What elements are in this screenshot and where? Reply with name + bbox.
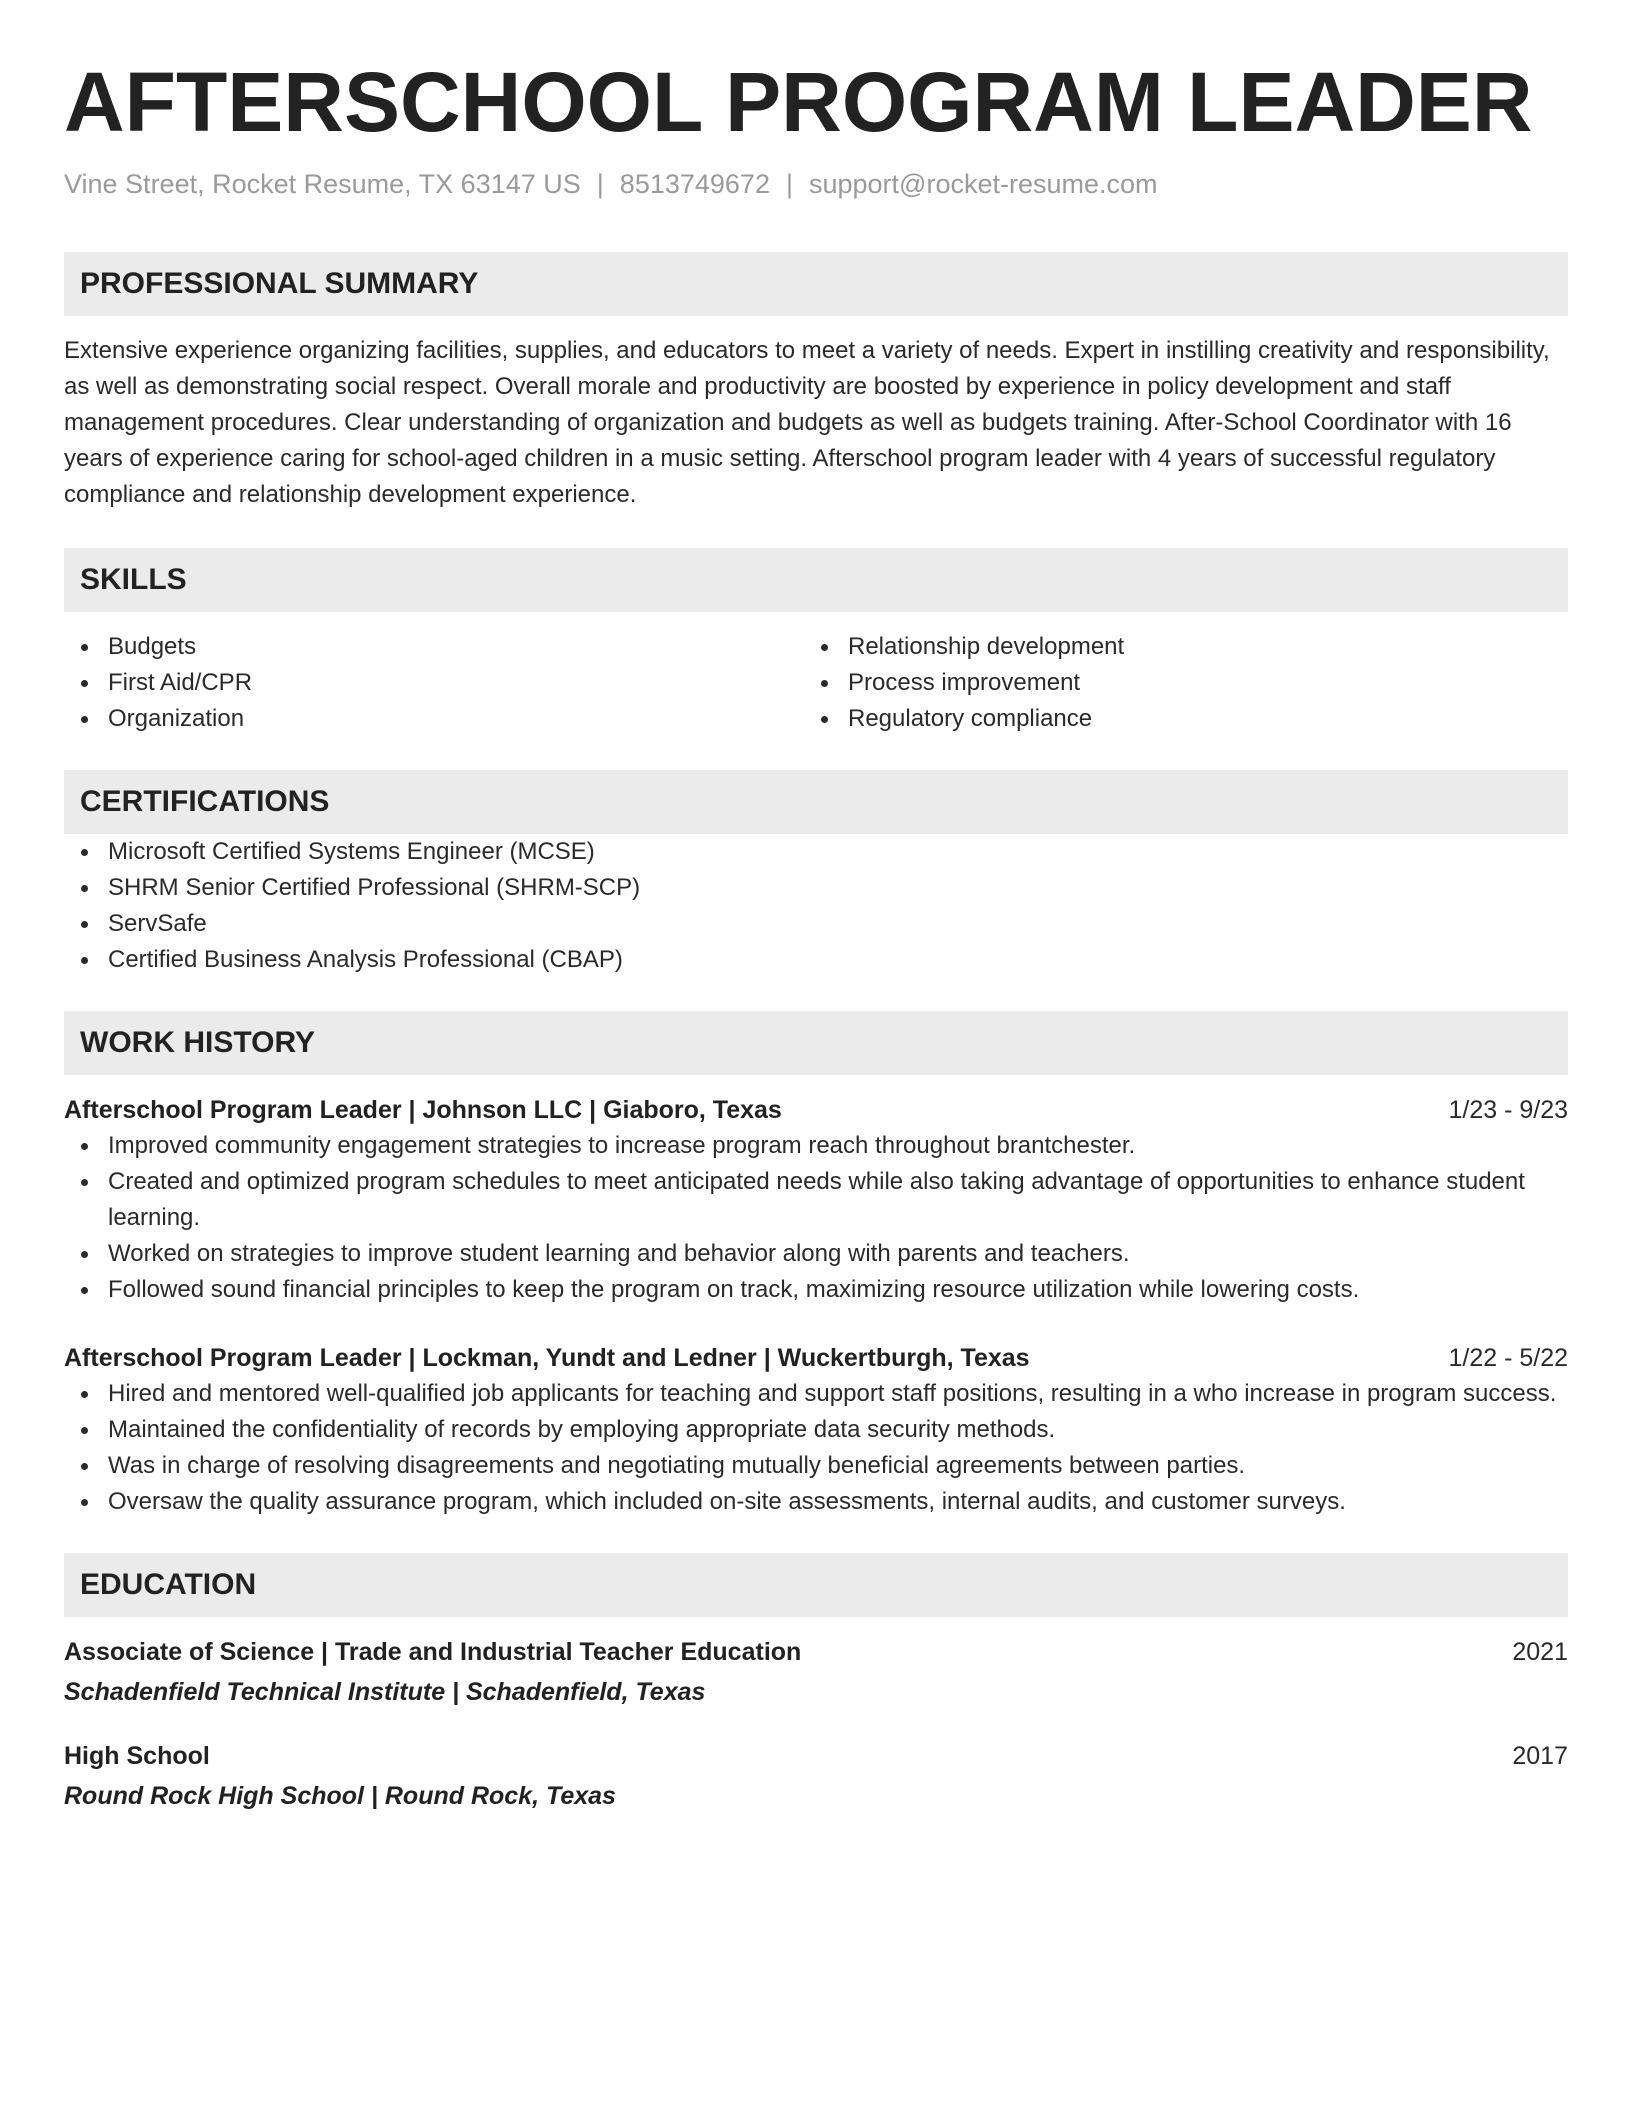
section-header-skills bbox=[64, 548, 1568, 612]
job-bullet-list bbox=[64, 1376, 1568, 1520]
skill-item: Budgets bbox=[64, 629, 804, 665]
section-title: WORK HISTORY bbox=[80, 1026, 316, 1060]
certification-item: Microsoft Certified Systems Engineer (MCSE) bbox=[64, 834, 1568, 870]
education-entry bbox=[64, 1634, 1568, 1710]
certifications-list bbox=[64, 834, 1568, 978]
skills-column-right bbox=[804, 629, 1544, 737]
education-degree: Associate of Science | Trade and Industrial Teacher Education bbox=[64, 1638, 802, 1667]
contact-phone: 8513749672 bbox=[619, 169, 770, 199]
skill-item: Organization bbox=[64, 701, 804, 737]
education-entry bbox=[64, 1738, 1568, 1814]
skill-item: Regulatory compliance bbox=[804, 701, 1544, 737]
education-year: 2017 bbox=[1512, 1742, 1568, 1771]
section-header-summary bbox=[64, 252, 1568, 316]
contact-separator: | bbox=[785, 169, 793, 199]
job-bullet: Hired and mentored well-qualified job applicants for teaching and support staff positions, resulting in a who increase in program success. bbox=[64, 1376, 1568, 1412]
contact-address: Vine Street, Rocket Resume, TX 63147 US bbox=[64, 169, 581, 199]
skill-item: Relationship development bbox=[804, 629, 1544, 665]
summary-text: Extensive experience organizing facilities, supplies, and educators to meet a variety of needs. Expert in instilling creativity and responsibility, as well as demonstrating social respect. Overall morale and productivity are boosted by experience in policy development and staff management procedures. Clear understanding of organization and budgets as well as budgets training. After-School Coordinator with 16 years of experience caring for school-aged children in a music setting. Afterschool program leader with 4 years of successful regulatory compliance and relationship development experience. bbox=[64, 337, 1550, 509]
job-entry bbox=[64, 1340, 1568, 1520]
candidate-name: AFTERSCHOOL PROGRAM LEADER bbox=[64, 55, 1533, 149]
contact-email: support@rocket-resume.com bbox=[808, 169, 1158, 199]
job-dates: 1/23 - 9/23 bbox=[1448, 1096, 1568, 1125]
job-bullet: Oversaw the quality assurance program, which included on-site assessments, internal audits, and customer surveys. bbox=[64, 1484, 1568, 1520]
job-heading-row bbox=[64, 1092, 1568, 1128]
education-heading-row bbox=[64, 1634, 1568, 1670]
education-degree: High School bbox=[64, 1742, 210, 1771]
education-school: Round Rock High School | Round Rock, Texas bbox=[64, 1782, 616, 1811]
section-title: PROFESSIONAL SUMMARY bbox=[80, 267, 479, 301]
skills-column-left bbox=[64, 629, 804, 737]
job-bullet: Improved community engagement strategies to increase program reach throughout brantchester. bbox=[64, 1128, 1568, 1164]
skill-item: First Aid/CPR bbox=[64, 665, 804, 701]
job-dates: 1/22 - 5/22 bbox=[1448, 1344, 1568, 1373]
section-title: EDUCATION bbox=[80, 1568, 257, 1602]
job-bullet: Was in charge of resolving disagreements and negotiating mutually beneficial agreements between parties. bbox=[64, 1448, 1568, 1484]
job-bullet-list bbox=[64, 1128, 1568, 1308]
certification-item: Certified Business Analysis Professional (CBAP) bbox=[64, 942, 1568, 978]
skill-item: Process improvement bbox=[804, 665, 1544, 701]
job-bullet: Worked on strategies to improve student learning and behavior along with parents and teachers. bbox=[64, 1236, 1568, 1272]
section-title: CERTIFICATIONS bbox=[80, 785, 330, 819]
education-year: 2021 bbox=[1512, 1638, 1568, 1667]
section-title: SKILLS bbox=[80, 563, 187, 597]
job-bullet: Followed sound financial principles to keep the program on track, maximizing resource utilization while lowering costs. bbox=[64, 1272, 1568, 1308]
section-header-work-history bbox=[64, 1011, 1568, 1075]
job-heading-row bbox=[64, 1340, 1568, 1376]
section-header-education bbox=[64, 1553, 1568, 1617]
job-heading: Afterschool Program Leader | Lockman, Yundt and Ledner | Wuckertburgh, Texas bbox=[64, 1344, 1030, 1373]
certification-item: SHRM Senior Certified Professional (SHRM-SCP) bbox=[64, 870, 1568, 906]
certification-item: ServSafe bbox=[64, 906, 1568, 942]
job-heading: Afterschool Program Leader | Johnson LLC | Giaboro, Texas bbox=[64, 1096, 782, 1125]
job-entry bbox=[64, 1092, 1568, 1308]
section-header-certifications bbox=[64, 770, 1568, 834]
job-bullet: Created and optimized program schedules to meet anticipated needs while also taking advantage of opportunities to enhance student learning. bbox=[64, 1164, 1568, 1236]
contact-separator: | bbox=[596, 169, 604, 199]
education-school: Schadenfield Technical Institute | Schadenfield, Texas bbox=[64, 1678, 706, 1707]
job-bullet: Maintained the confidentiality of records by employing appropriate data security methods. bbox=[64, 1412, 1568, 1448]
skills-grid bbox=[64, 629, 1568, 737]
education-heading-row bbox=[64, 1738, 1568, 1774]
contact-line bbox=[64, 168, 1568, 200]
